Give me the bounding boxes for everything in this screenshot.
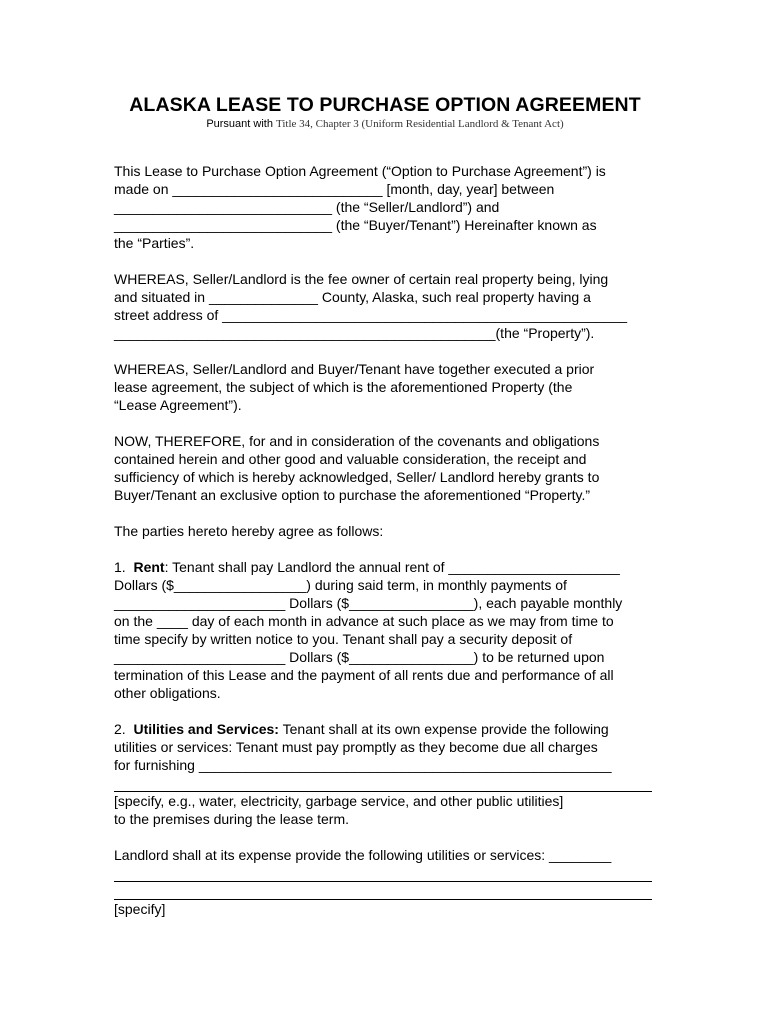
- intro-line-2: made on ___________________________ [month, day, year] between: [114, 181, 555, 197]
- intro-line-3: ____________________________ (the “Seller/Landlord”) and: [114, 199, 500, 215]
- whereas2-line-1: WHEREAS, Seller/Landlord and Buyer/Tenant have together executed a prior: [114, 361, 595, 377]
- utilities-section: [114, 720, 659, 828]
- rent-line-5: time specify by written notice to you. Tenant shall pay a security deposit of: [114, 631, 573, 647]
- utilities-line-5: [specify, e.g., water, electricity, garbage service, and other public utilities]: [114, 793, 564, 809]
- utilities-number: 2.: [114, 721, 126, 737]
- document-subtitle: [0, 118, 770, 130]
- document-body: [114, 162, 659, 918]
- landlord-services-blank-rule-2: [114, 883, 652, 900]
- whereas2-line-2: lease agreement, the subject of which is the aforementioned Property (the: [114, 379, 573, 395]
- whereas1-line-3: street address of ____________________________________________________: [114, 307, 628, 323]
- landlord-services-line-1: Landlord shall at its expense provide the following utilities or services: ________: [114, 847, 612, 863]
- intro-line-1: This Lease to Purchase Option Agreement (“Option to Purchase Agreement”) is: [114, 163, 606, 179]
- utilities-line-6: to the premises during the lease term.: [114, 811, 350, 827]
- rent-line-1: [114, 558, 659, 576]
- now-therefore-line-4: Buyer/Tenant an exclusive option to purchase the aforementioned “Property.”: [114, 487, 591, 503]
- now-therefore-paragraph: [114, 432, 659, 504]
- rent-line-2: Dollars ($_________________) during said term, in monthly payments of: [114, 577, 567, 593]
- intro-line-5: the “Parties”.: [114, 235, 195, 251]
- utilities-line-3: for furnishing _____________________________________________________: [114, 757, 612, 773]
- rent-heading: Rent: [133, 559, 165, 575]
- landlord-services-specify: [specify]: [114, 901, 166, 917]
- intro-paragraph: [114, 162, 659, 252]
- intro-line-4: ____________________________ (the “Buyer/Tenant”) Hereinafter known as: [114, 217, 597, 233]
- utilities-line-1-text: Tenant shall at its own expense provide the following: [278, 721, 609, 737]
- whereas-lease-paragraph: [114, 360, 659, 414]
- rent-number: 1.: [114, 559, 126, 575]
- now-therefore-line-2: contained herein and other good and valuable consideration, the receipt and: [114, 451, 587, 467]
- rent-section: [114, 558, 659, 702]
- whereas1-line-4: _________________________________________________(the “Property”).: [114, 325, 595, 341]
- utilities-blank-rule: [114, 775, 652, 792]
- now-therefore-line-3: sufficiency of which is hereby acknowledged, Seller/ Landlord hereby grants to: [114, 469, 600, 485]
- rent-line-6: ______________________ Dollars ($________________) to be returned upon: [114, 649, 605, 665]
- whereas1-line-2: and situated in ______________ County, Alaska, such real property having a: [114, 289, 591, 305]
- rent-line-3: ______________________ Dollars ($________________), each payable monthly: [114, 595, 623, 611]
- rent-line-8: other obligations.: [114, 685, 221, 701]
- landlord-services-blank-rule-1: [114, 865, 652, 882]
- rent-line-4: on the ____ day of each month in advance at such place as we may from time to: [114, 613, 614, 629]
- subtitle-citation: Title 34, Chapter 3 (Uniform Residential Landlord & Tenant Act): [276, 118, 564, 130]
- now-therefore-line-1: NOW, THEREFORE, for and in consideration of the covenants and obligations: [114, 433, 600, 449]
- whereas-property-paragraph: [114, 270, 659, 342]
- parties-agree-line: The parties hereto hereby agree as follows:: [114, 523, 384, 539]
- utilities-heading: Utilities and Services:: [133, 721, 279, 737]
- whereas1-line-1: WHEREAS, Seller/Landlord is the fee owner of certain real property being, lying: [114, 271, 609, 287]
- whereas2-line-3: “Lease Agreement”).: [114, 397, 242, 413]
- landlord-services-section: [114, 846, 659, 918]
- rent-line-7: termination of this Lease and the payment of all rents due and performance of all: [114, 667, 614, 683]
- subtitle-prefix: Pursuant with: [206, 118, 273, 130]
- document-title: ALASKA LEASE TO PURCHASE OPTION AGREEMENT: [129, 94, 641, 116]
- utilities-line-2: utilities or services: Tenant must pay promptly as they become due all charges: [114, 739, 598, 755]
- rent-line-1-text: : Tenant shall pay Landlord the annual rent of ______________________: [164, 559, 620, 575]
- utilities-line-1: [114, 720, 659, 738]
